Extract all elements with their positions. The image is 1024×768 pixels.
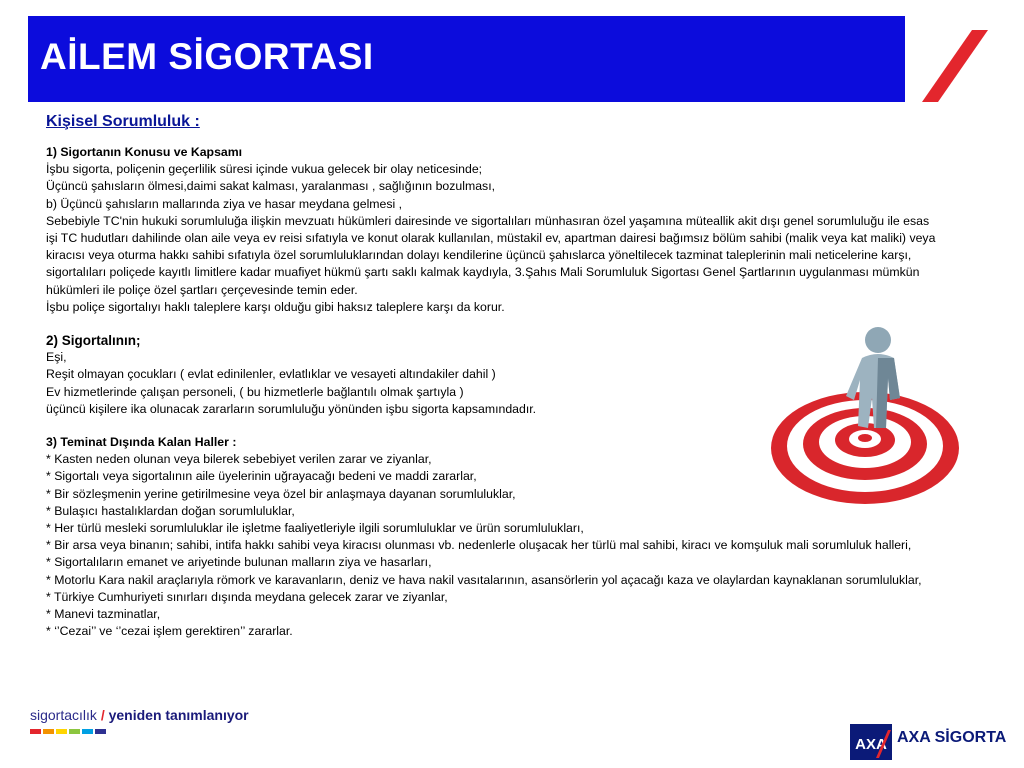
exclusion-item: * Bulaşıcı hastalıklardan doğan sorumluluklar, xyxy=(46,503,295,518)
svg-text:AXA: AXA xyxy=(855,736,887,753)
section2-line: Reşit olmayan çocukları ( evlat edinilenler, evlatlıklar ve vesayeti altındakiler dahil ) xyxy=(46,367,496,382)
section-heading: Kişisel Sorumluluk : xyxy=(46,113,200,130)
footer-tagline xyxy=(30,707,249,723)
axa-logo xyxy=(850,722,1020,762)
target-figure-illustration xyxy=(770,318,960,508)
section1-line: Üçüncü şahısların ölmesi,daimi sakat kalması, yaralanması , sağlığının bozulması, xyxy=(46,179,496,194)
exclusion-item: * Sigortalı veya sigortalının aile üyelerinin uğrayacağı bedeni ve maddi zararlar, xyxy=(46,469,477,484)
section2-line: Eşi, xyxy=(46,350,67,365)
section3-title: 3) Teminat Dışında Kalan Haller : xyxy=(46,435,237,450)
exclusion-item: * Sigortalıların emanet ve ariyetinde bulunan malların ziya ve hasarları, xyxy=(46,555,432,570)
section1-line: İşbu sigorta, poliçenin geçerlilik süresi içinde vukua gelecek bir olay neticesinde; xyxy=(46,162,483,177)
exclusion-item: * Bir arsa veya binanın; sahibi, intifa hakkı sahibi veya kiracısı olunması vb. nedenlerle oluşacak her türlü mal sahibi, kiracı ve komşuluk mali sorumluluk halleri, xyxy=(46,538,912,553)
section2-line: Ev hizmetlerinde çalışan personeli, ( bu hizmetlerle bağlantılı olmak şartıyla ) xyxy=(46,384,464,399)
tagline-part1: sigortacılık xyxy=(30,707,97,723)
axa-mark-icon xyxy=(850,724,892,760)
footer-color-bar xyxy=(30,729,108,734)
title-banner xyxy=(28,16,905,102)
section2-line: üçüncü kişilere ika olunacak zararların sorumluluğu yönünden işbu sigorta kapsamındadır. xyxy=(46,401,537,416)
section2-title: 2) Sigortalının; xyxy=(46,333,141,349)
page-title: AİLEM SİGORTASI xyxy=(40,36,374,77)
section1-title: 1) Sigortanın Konusu ve Kapsamı xyxy=(46,145,243,159)
exclusion-item: * Her türlü mesleki sorumluluklar ile işletme faaliyetleriyle ilgili sorumluluklar ve ürün sorumlulukları, xyxy=(46,521,584,536)
section1-line: b) Üçüncü şahısların mallarında ziya ve hasar meydana gelmesi , xyxy=(46,196,403,211)
exclusion-item: * Türkiye Cumhuriyeti sınırları dışında meydana gelecek zarar ve ziyanlar, xyxy=(46,589,448,604)
section1-line: İşbu poliçe sigortalıyı haklı taleplere karşı olduğu gibi haksız taleplere karşı da korur. xyxy=(46,299,505,314)
tagline-separator: / xyxy=(100,707,105,723)
tagline-part2: yeniden tanımlanıyor xyxy=(108,707,249,723)
exclusion-item: * Manevi tazminatlar, xyxy=(46,607,161,622)
exclusion-item: * Kasten neden olunan veya bilerek sebebiyet verilen zarar ve ziyanlar, xyxy=(46,452,432,467)
exclusion-item: * Motorlu Kara nakil araçlarıyla römork ve karavanların, deniz ve hava nakil vasıtalarının, asansörlerin yol açacağı kaza ve olaylardan kaynaklanan sorumluluklar, xyxy=(46,572,922,587)
red-slash-decoration xyxy=(920,30,990,102)
exclusion-item: * ‘’Cezai’’ ve ‘’cezai işlem gerektiren’’ zararlar. xyxy=(46,624,293,639)
axa-logo-text: AXA SİGORTA xyxy=(897,729,1007,746)
section1-line: Sebebiyle TC'nin hukuki sorumluluğa ilişkin mevzuatı hükümleri dairesinde ve sigortalıları münhasıran özel yaşamına müteallik akit dışı genel sorumluluğu ile esas işi TC hudutları dahilinde olan aile veya ev reisi sıfatıyla ve konut olarak kullanılan, müstakil ev, apartman dairesi bağımsız bölüm sahibi (malik veya kat maliki) veya kiracısı veya oturma hakkı sahibi sıfatıyla özel sorumluluklarından dolayı kendilerine üçüncü şahıslarca yöneltilecek tazminat taleplerinin mali neticelerine karşı, sigortalıları poliçede kayıtlı limitlere kadar muafiyet hükmü şartı saklı kalmak kaydıyla, 3.Şahıs Mali Sorumluluk Sigortası Genel Şartlarının uygulanması mümkün hükümleri ile poliçe özel şartları çerçevesinde temin eder. xyxy=(46,213,936,297)
exclusion-item: * Bir sözleşmenin yerine getirilmesine veya özel bir anlaşmaya dayanan sorumluluklar, xyxy=(46,486,516,501)
